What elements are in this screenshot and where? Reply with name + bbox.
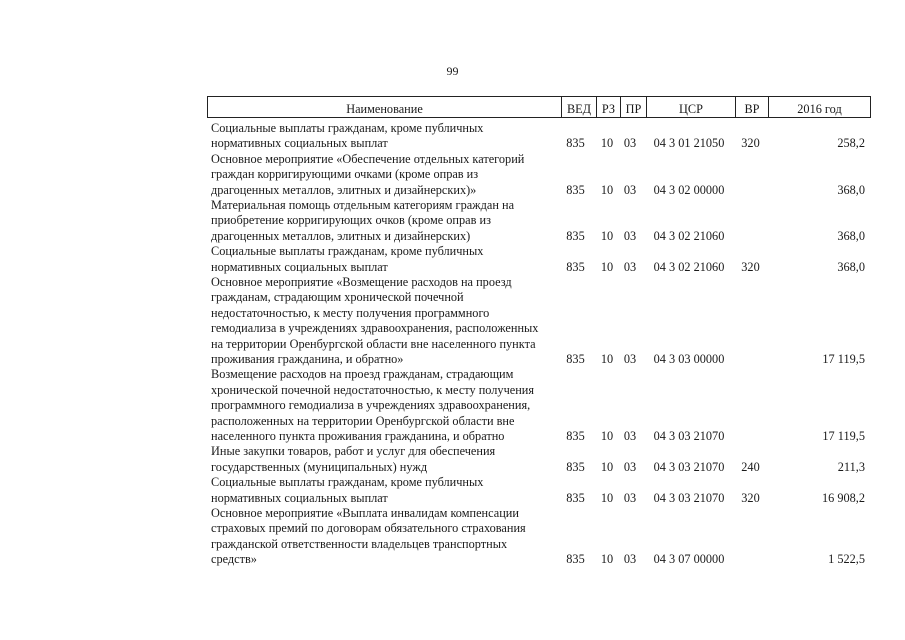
header-pr: ПР — [620, 97, 646, 117]
row-rz: 10 — [600, 228, 614, 243]
row-pr: 03 — [623, 136, 637, 151]
table-row — [0, 244, 905, 275]
row-name: Иные закупки товаров, работ и услуг для обеспечения государственных (муниципальных) нужд — [211, 444, 496, 474]
table-row — [0, 506, 905, 568]
row-sum: 16 908,2 — [821, 490, 865, 505]
row-ved: 835 — [566, 136, 585, 151]
table-row — [0, 475, 905, 506]
row-rz: 10 — [600, 259, 614, 274]
row-pr: 03 — [623, 182, 637, 197]
row-name: Материальная помощь отдельным категориям граждан на приобретение корригирующих очков (кроме оправ из драгоценных металлов, элитных и дизайнерских) — [211, 198, 515, 243]
table-row — [0, 275, 905, 367]
row-csr: 04 3 01 21050 — [653, 136, 725, 151]
table-row — [0, 152, 905, 198]
row-rz: 10 — [600, 552, 614, 567]
row-ved: 835 — [566, 351, 585, 366]
row-csr: 04 3 03 21070 — [653, 490, 725, 505]
row-pr: 03 — [623, 428, 637, 443]
row-pr: 03 — [623, 351, 637, 366]
row-name: Социальные выплаты гражданам, кроме публичных нормативных социальных выплат — [211, 121, 484, 151]
row-sum: 258,2 — [837, 136, 865, 151]
row-pr: 03 — [623, 259, 637, 274]
row-rz: 10 — [600, 428, 614, 443]
row-csr: 04 3 02 21060 — [653, 259, 725, 274]
row-vr: 320 — [741, 490, 760, 505]
table-row — [0, 444, 905, 475]
row-ved: 835 — [566, 428, 585, 443]
row-pr: 03 — [623, 552, 637, 567]
row-rz: 10 — [600, 351, 614, 366]
header-rz: РЗ — [596, 97, 620, 117]
row-rz: 10 — [600, 136, 614, 151]
row-name: Социальные выплаты гражданам, кроме публичных нормативных социальных выплат — [211, 244, 484, 274]
page-number: 99 — [446, 64, 459, 78]
row-name: Социальные выплаты гражданам, кроме публичных нормативных социальных выплат — [211, 475, 484, 505]
row-ved: 835 — [566, 490, 585, 505]
table-row — [0, 367, 905, 444]
row-rz: 10 — [600, 182, 614, 197]
row-csr: 04 3 02 00000 — [653, 182, 725, 197]
row-csr: 04 3 02 21060 — [653, 228, 725, 243]
row-pr: 03 — [623, 459, 637, 474]
row-csr: 04 3 03 21070 — [653, 428, 725, 443]
row-vr: 240 — [741, 459, 760, 474]
row-name: Основное мероприятие «Обеспечение отдельных категорий граждан корригирующими очками (кроме оправ из драгоценных металлов, элитных и дизайнерских)» — [211, 151, 525, 197]
header-year: 2016 год — [768, 97, 871, 117]
row-name: Основное мероприятие «Возмещение расходов на проезд гражданам, страдающим хронической почечной недостаточностью, к месту получения программного гемодиализа в учреждениях здравоохранения, расположенных на территории Оренбургской области вне населенного пункта проживания гражданина, и обратно» — [211, 275, 539, 367]
row-pr: 03 — [623, 490, 637, 505]
row-ved: 835 — [566, 552, 585, 567]
row-sum: 1 522,5 — [828, 552, 865, 567]
row-csr: 04 3 03 00000 — [653, 351, 725, 366]
table-row — [0, 198, 905, 244]
row-vr: 320 — [741, 259, 760, 274]
row-sum: 368,0 — [837, 259, 865, 274]
table-row — [0, 121, 905, 152]
table-header — [207, 96, 871, 118]
row-vr: 320 — [741, 136, 760, 151]
row-ved: 835 — [566, 182, 585, 197]
row-sum: 211,3 — [837, 459, 865, 474]
row-sum: 368,0 — [837, 228, 865, 243]
row-name: Возмещение расходов на проезд гражданам, страдающим хронической почечной недостаточностью, к месту получения программного гемодиализа в учреждениях здравоохранения, расположенных на территории Оренбургской области вне населенного пункта проживания гражданина, и обратно — [211, 367, 535, 444]
row-csr: 04 3 07 00000 — [653, 552, 725, 567]
header-vr: ВР — [735, 97, 768, 117]
row-rz: 10 — [600, 459, 614, 474]
row-ved: 835 — [566, 459, 585, 474]
row-ved: 835 — [566, 259, 585, 274]
row-sum: 368,0 — [837, 182, 865, 197]
header-csr: ЦСР — [646, 97, 735, 117]
row-name: Основное мероприятие «Выплата инвалидам компенсации страховых премий по договорам обязательного страхования гражданской ответственности владельцев транспортных средств» — [211, 506, 526, 567]
row-sum: 17 119,5 — [822, 351, 865, 366]
row-csr: 04 3 03 21070 — [653, 459, 725, 474]
row-rz: 10 — [600, 490, 614, 505]
row-pr: 03 — [623, 228, 637, 243]
header-name: Наименование — [207, 97, 561, 117]
row-sum: 17 119,5 — [822, 428, 865, 443]
row-ved: 835 — [566, 228, 585, 243]
header-ved: ВЕД — [561, 97, 596, 117]
